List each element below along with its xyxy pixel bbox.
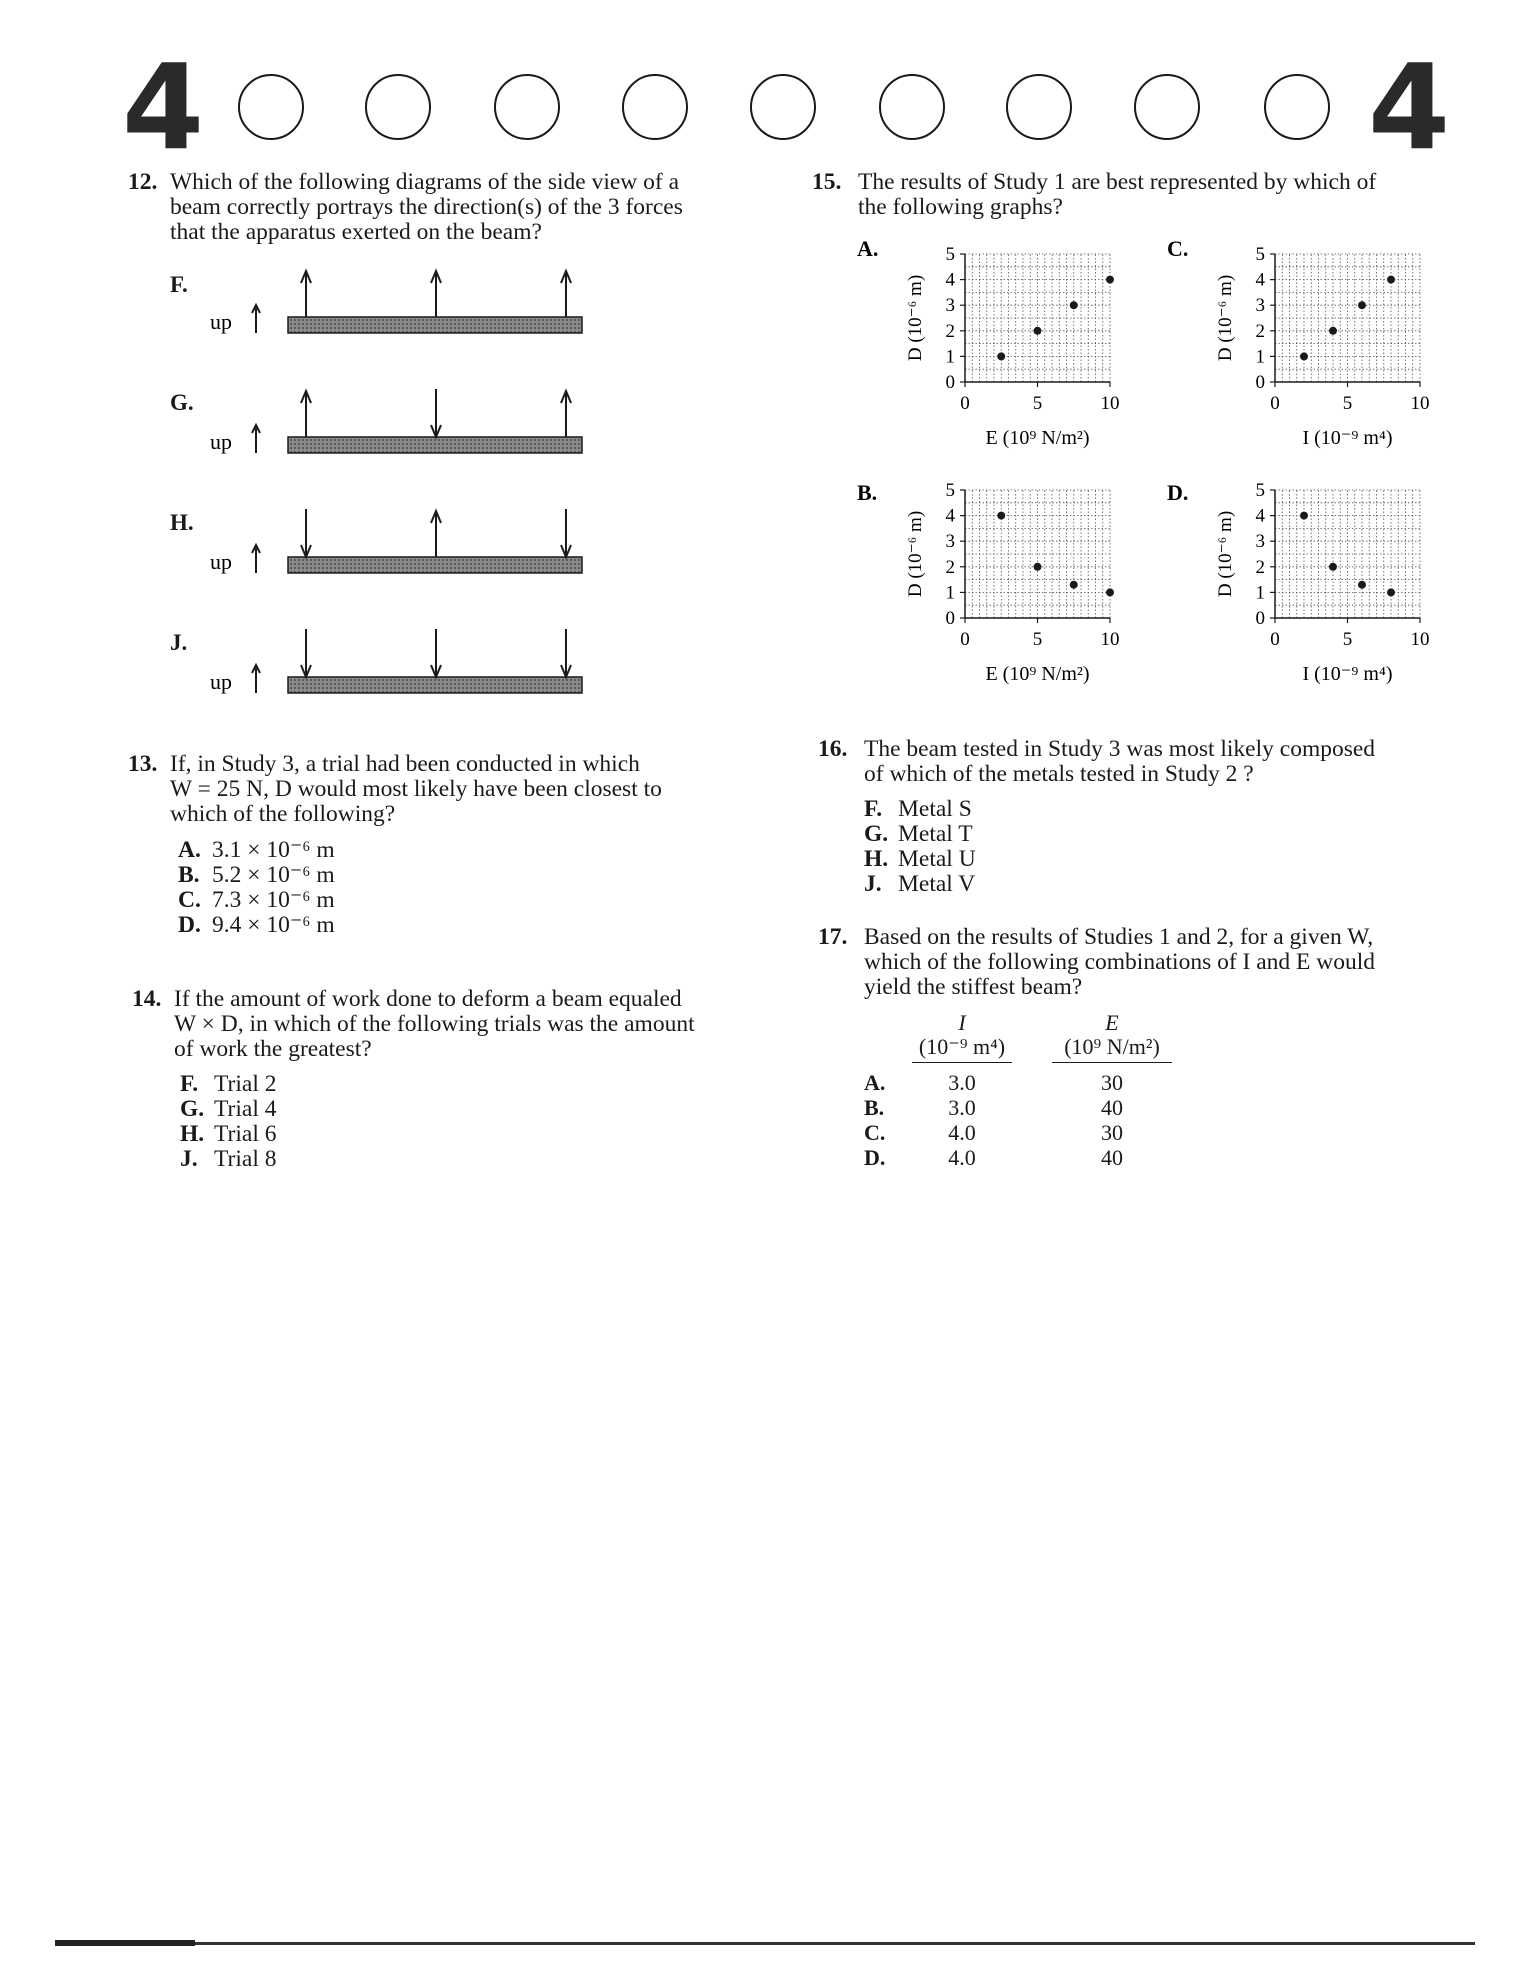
y-tick-label: 0 [1255,608,1265,629]
header-circle [238,74,304,140]
q14-line: If the amount of work done to deform a beam equaled [174,986,682,1012]
up-label: up [210,549,232,574]
q17-table: I E (10⁻⁹ m⁴) (10⁹ N/m²) A. 3.0 30 B. 3.0 40 C. 4.0 30 D. 4.0 40 [860,1010,1180,1170]
q12-option-h-letter[interactable]: H. [170,510,194,535]
graph-letter: B. [857,480,878,505]
beam [288,677,582,693]
y-tick-label: 5 [1255,244,1265,265]
force-arrow-up-icon [431,271,441,317]
x-tick-label: 10 [1100,393,1120,414]
q14-number: 14. [132,986,162,1012]
q17-col-e-head: E [1105,1010,1119,1035]
q17-line: yield the stiffest beam? [864,974,1083,1000]
y-axis-label: D (10⁻⁶ m) [905,510,926,598]
q16-line: The beam tested in Study 3 was most likely composed [864,736,1376,762]
header-circle [1006,74,1072,140]
y-tick-label: 4 [945,269,955,291]
x-tick-label: 10 [1410,629,1430,650]
q13-option-b[interactable]: B. 5.2 × 10⁻⁶ m [178,862,335,888]
y-tick-label: 3 [945,295,955,317]
q14-option-h[interactable]: H. Trial 6 [180,1121,277,1147]
section-number-right: 4 [1368,38,1451,176]
x-tick-label: 5 [1032,393,1043,414]
up-label: up [210,429,232,454]
q12-line: that the apparatus exerted on the beam? [170,219,542,245]
data-point [1106,276,1114,284]
q13-line: which of the following? [170,801,396,827]
q14-option-g[interactable]: G. Trial 4 [180,1096,277,1122]
q13-option-a[interactable]: A. 3.1 × 10⁻⁶ m [178,837,335,863]
q12-option-f-letter[interactable]: F. [170,272,188,297]
q13-option-d[interactable]: D. 9.4 × 10⁻⁶ m [178,912,335,938]
y-tick-label: 2 [1255,556,1265,578]
q16-option-f[interactable]: F. Metal S [864,796,972,822]
y-tick-label: 4 [1255,269,1265,291]
header-circle [1134,74,1200,140]
header-circle [622,74,688,140]
q17-col-i-head: I [958,1010,966,1035]
q14-line: W × D, in which of the following trials was the amount [174,1011,695,1037]
q15-graphs [845,236,1445,716]
y-tick-label: 1 [1255,582,1265,604]
up-label: up [210,309,232,334]
x-axis-label: E (10⁹ N/m²) [985,427,1090,449]
q16-number: 16. [818,736,848,762]
header-circle [494,74,560,140]
beam [288,557,582,573]
q12-option-g-letter[interactable]: G. [170,390,194,415]
data-point [1034,563,1042,571]
q12-beam-diagrams [210,255,610,715]
up-arrow-icon [252,545,260,573]
data-point [1070,581,1078,589]
up-arrow-icon [252,665,260,693]
q13-options [178,838,335,938]
force-arrow-up-icon [301,391,311,437]
y-tick-label: 5 [1255,480,1265,501]
q13-line: If, in Study 3, a trial had been conducted in which [170,751,640,777]
y-tick-label: 5 [945,244,955,265]
header-circle [750,74,816,140]
q12-line: beam correctly portrays the direction(s) of the 3 forces [170,194,683,220]
x-tick-label: 0 [1270,629,1280,650]
x-tick-label: 5 [1342,629,1353,650]
q17-col-i-unit: (10⁻⁹ m⁴) [912,1034,1012,1063]
force-arrow-down-icon [301,629,311,677]
q16-option-g[interactable]: G. Metal T [864,821,973,847]
graph-letter: D. [1167,480,1189,505]
y-tick-label: 0 [945,372,955,393]
x-tick-label: 0 [960,629,970,650]
up-arrow-icon [252,305,260,333]
y-tick-label: 1 [1255,346,1265,368]
data-point [1300,352,1308,360]
y-tick-label: 0 [945,608,955,629]
x-tick-label: 5 [1032,629,1043,650]
y-axis-label: D (10⁻⁶ m) [1215,510,1236,598]
q15-line: the following graphs? [858,194,1063,220]
y-axis-label: D (10⁻⁶ m) [1215,274,1236,362]
q13-option-c[interactable]: C. 7.3 × 10⁻⁶ m [178,887,335,913]
header-circle [1264,74,1330,140]
q13-number: 13. [128,751,158,777]
q17-line: Based on the results of Studies 1 and 2, for a given W, [864,924,1374,950]
x-tick-label: 0 [1270,393,1280,414]
y-tick-label: 1 [945,346,955,368]
data-point [1358,581,1366,589]
y-tick-label: 0 [1255,372,1265,393]
y-tick-label: 2 [1255,320,1265,342]
force-arrow-up-icon [561,391,571,437]
q16-option-h[interactable]: H. Metal U [864,846,976,872]
q16-line: of which of the metals tested in Study 2 ? [864,761,1254,787]
data-point [997,352,1005,360]
data-point [1387,588,1395,596]
force-arrow-down-icon [431,389,441,437]
x-tick-label: 0 [960,393,970,414]
graph-letter: A. [857,236,879,261]
q15-number: 15. [812,169,842,195]
up-label: up [210,669,232,694]
x-tick-label: 10 [1100,629,1120,650]
q17-line: which of the following combinations of I and E would [864,949,1376,975]
bottom-rule [55,1942,1475,1945]
q12-option-j-letter[interactable]: J. [170,630,188,655]
data-point [1329,327,1337,335]
x-tick-label: 10 [1410,393,1430,414]
q14-option-j[interactable]: J. Trial 8 [180,1146,277,1172]
force-arrow-down-icon [301,509,311,557]
beam [288,437,582,453]
q17-col-e-unit: (10⁹ N/m²) [1052,1034,1172,1063]
q14-line: of work the greatest? [174,1036,372,1062]
q16-option-j[interactable]: J. Metal V [864,871,976,897]
force-arrow-up-icon [561,271,571,317]
x-axis-label: E (10⁹ N/m²) [985,663,1090,685]
q16-options [864,797,976,897]
graph-letter: C. [1167,236,1189,261]
q17-number: 17. [818,924,848,950]
y-tick-label: 3 [945,531,955,553]
q14-option-f[interactable]: F. Trial 2 [180,1071,277,1097]
y-tick-label: 4 [945,505,955,527]
force-arrow-down-icon [561,629,571,677]
data-point [1329,563,1337,571]
data-point [1358,301,1366,309]
section-number-left: 4 [122,38,205,176]
data-point [1034,327,1042,335]
force-arrow-up-icon [301,271,311,317]
y-tick-label: 3 [1255,531,1265,553]
up-arrow-icon [252,425,260,453]
x-axis-label: I (10⁻⁹ m⁴) [1302,427,1393,449]
y-tick-label: 1 [945,582,955,604]
data-point [1070,301,1078,309]
x-tick-label: 5 [1342,393,1353,414]
q13-line: W = 25 N, D would most likely have been closest to [170,776,662,802]
q12-number: 12. [128,169,158,195]
y-tick-label: 5 [945,480,955,501]
beam [288,317,582,333]
header-circle [365,74,431,140]
force-arrow-down-icon [431,629,441,677]
y-tick-label: 3 [1255,295,1265,317]
x-axis-label: I (10⁻⁹ m⁴) [1302,663,1393,685]
y-tick-label: 2 [945,556,955,578]
y-tick-label: 2 [945,320,955,342]
q12-line: Which of the following diagrams of the side view of a [170,169,680,195]
data-point [1300,512,1308,520]
y-axis-label: D (10⁻⁶ m) [905,274,926,362]
header-circle [879,74,945,140]
data-point [1387,276,1395,284]
q14-options [180,1072,276,1172]
bottom-rule-thick [55,1940,195,1946]
force-arrow-down-icon [561,509,571,557]
data-point [1106,588,1114,596]
force-arrow-up-icon [431,511,441,557]
q15-line: The results of Study 1 are best represented by which of [858,169,1377,195]
data-point [997,512,1005,520]
y-tick-label: 4 [1255,505,1265,527]
